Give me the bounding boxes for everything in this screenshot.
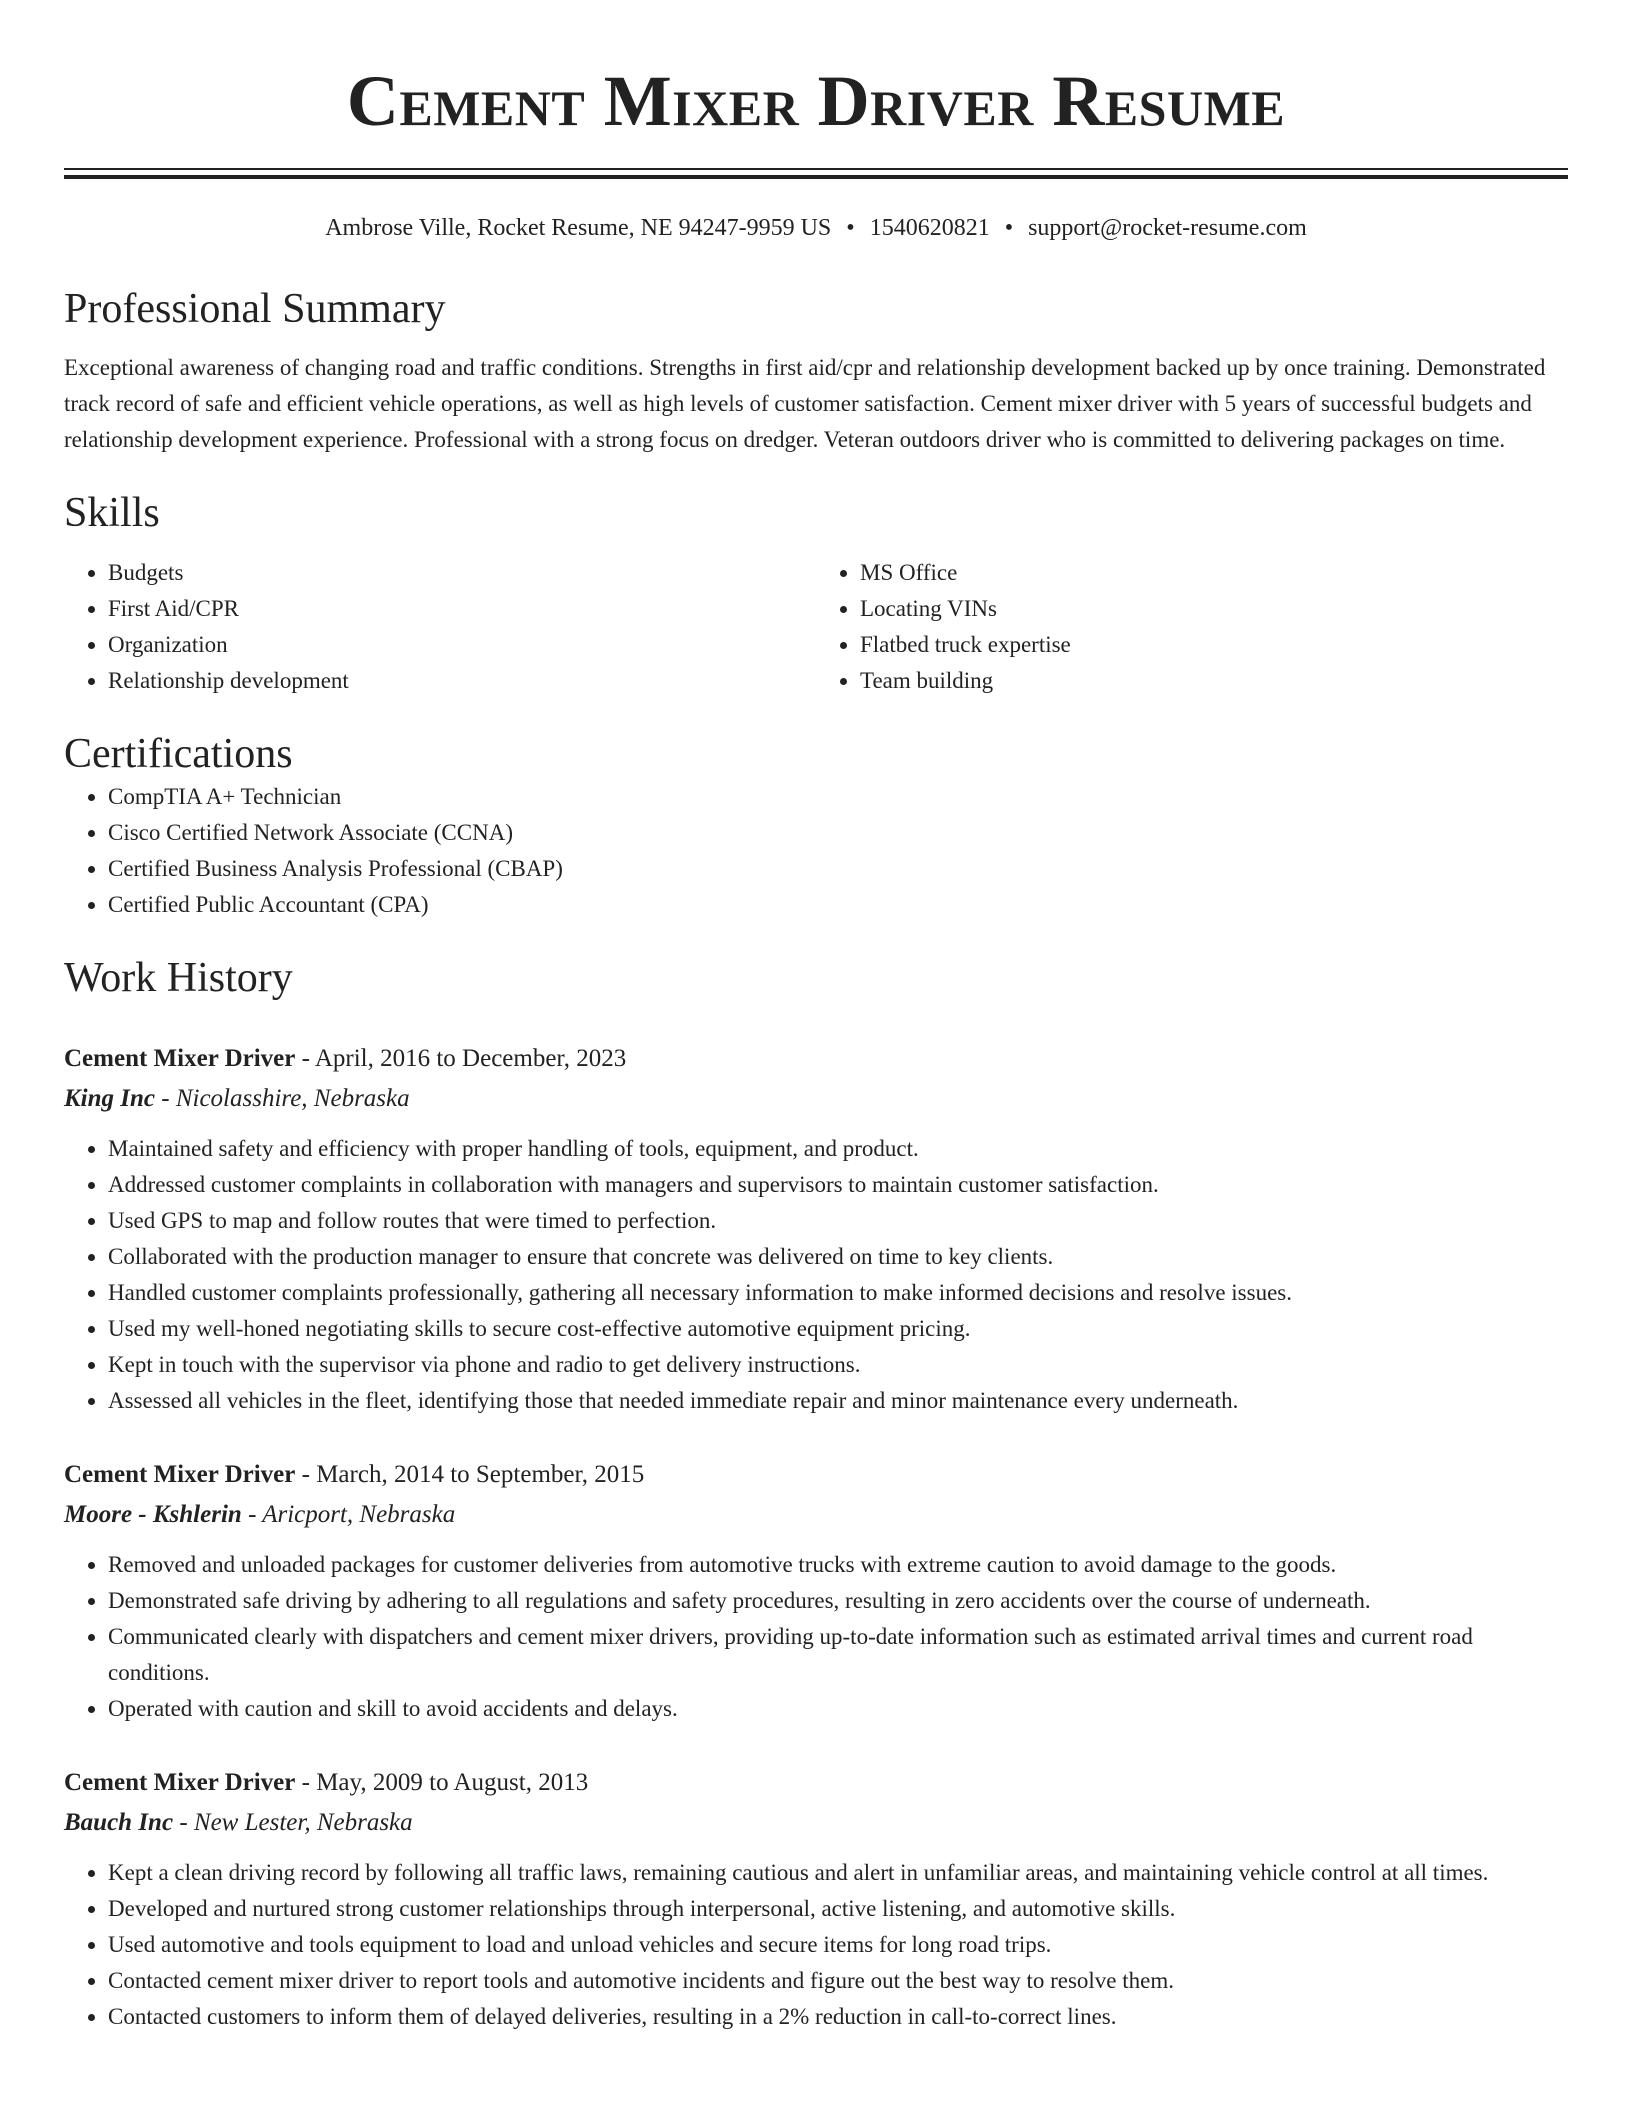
job-duty-item: • Operated with caution and skill to avoid accidents and delays. <box>108 1691 1568 1727</box>
job-location: New Lester, Nebraska <box>193 1809 413 1837</box>
certifications-list <box>64 779 1568 923</box>
job-company: Moore - Kshlerin <box>64 1501 242 1529</box>
job-company: King Inc <box>64 1085 156 1113</box>
job-company-line: Bauch Inc - New Lester, Nebraska <box>64 1809 413 1837</box>
job-duties-list <box>64 1855 1568 2035</box>
resume-title: Cement Mixer Driver Resume <box>346 61 1286 141</box>
job-duty-item: • Kept a clean driving record by following all traffic laws, remaining cautious and alert in unfamiliar areas, and maintaining vehicle control at all times. <box>108 1855 1568 1891</box>
job-dates: April, 2016 to December, 2023 <box>314 1045 627 1073</box>
job-title: Cement Mixer Driver <box>64 1769 296 1797</box>
job-duties-list <box>64 1131 1568 1419</box>
job-title-line: Cement Mixer Driver - March, 2014 to September, 2015 <box>64 1461 645 1489</box>
section-heading-certifications: Certifications <box>64 731 293 778</box>
skill-item: • Organization <box>108 627 816 663</box>
skill-item: • MS Office <box>860 555 1568 591</box>
job-duty-item: • Used my well-honed negotiating skills to secure cost-effective automotive equipment pricing. <box>108 1311 1568 1347</box>
certification-item: • CompTIA A+ Technician <box>108 779 1568 815</box>
certification-item: • Certified Business Analysis Professional (CBAP) <box>108 851 1568 887</box>
job-duty-item: • Contacted cement mixer driver to report tools and automotive incidents and figure out the best way to resolve them. <box>108 1963 1568 1999</box>
job-title-line: Cement Mixer Driver - April, 2016 to December, 2023 <box>64 1045 627 1073</box>
job-location: Nicolasshire, Nebraska <box>175 1085 410 1113</box>
job-duty-item: • Used automotive and tools equipment to load and unload vehicles and secure items for long road trips. <box>108 1927 1568 1963</box>
job-entry <box>64 1039 1568 1419</box>
job-company-line: Moore - Kshlerin - Aricport, Nebraska <box>64 1501 456 1529</box>
skill-item: • First Aid/CPR <box>108 591 816 627</box>
contact-line <box>64 213 1568 243</box>
job-entry <box>64 1455 1568 1727</box>
contact-separator: • <box>846 215 855 241</box>
skill-item: • Team building <box>860 663 1568 699</box>
job-duty-item: • Demonstrated safe driving by adhering to all regulations and safety procedures, resulting in zero accidents over the course of underneath. <box>108 1583 1568 1619</box>
skill-item: • Flatbed truck expertise <box>860 627 1568 663</box>
job-duty-item: • Assessed all vehicles in the fleet, identifying those that needed immediate repair and minor maintenance every underneath. <box>108 1383 1568 1419</box>
job-duties-list <box>64 1547 1568 1727</box>
job-duty-item: • Maintained safety and efficiency with proper handling of tools, equipment, and product. <box>108 1131 1568 1167</box>
skill-item: • Locating VINs <box>860 591 1568 627</box>
section-heading-summary: Professional Summary <box>64 286 446 332</box>
certification-item: • Certified Public Accountant (CPA) <box>108 887 1568 923</box>
job-duty-item: • Contacted customers to inform them of delayed deliveries, resulting in a 2% reduction in call-to-correct lines. <box>108 1999 1568 2035</box>
job-company-line: King Inc - Nicolasshire, Nebraska <box>64 1085 410 1113</box>
contact-phone: 1540620821 <box>869 215 990 241</box>
skills-list-left <box>64 555 816 699</box>
skills-columns <box>64 555 1568 699</box>
job-company: Bauch Inc <box>64 1809 174 1837</box>
job-duty-item: • Kept in touch with the supervisor via phone and radio to get delivery instructions. <box>108 1347 1568 1383</box>
job-duty-item: • Used GPS to map and follow routes that were timed to perfection. <box>108 1203 1568 1239</box>
certification-item: • Cisco Certified Network Associate (CCNA) <box>108 815 1568 851</box>
job-duty-item: • Communicated clearly with dispatchers and cement mixer drivers, providing up-to-date information such as estimated arrival times and current road conditions. <box>108 1619 1568 1691</box>
section-heading-skills: Skills <box>64 490 160 537</box>
skill-item: • Relationship development <box>108 663 816 699</box>
job-title: Cement Mixer Driver <box>64 1045 296 1073</box>
job-duty-item: • Addressed customer complaints in collaboration with managers and supervisors to maintain customer satisfaction. <box>108 1167 1568 1203</box>
title-divider-thick <box>64 175 1568 179</box>
contact-email[interactable]: support@rocket-resume.com <box>1028 215 1307 241</box>
job-title: Cement Mixer Driver <box>64 1461 296 1489</box>
job-title-line: Cement Mixer Driver - May, 2009 to August, 2013 <box>64 1769 589 1797</box>
section-heading-work-history: Work History <box>64 955 293 1002</box>
job-duty-item: • Developed and nurtured strong customer relationships through interpersonal, active listening, and automotive skills. <box>108 1891 1568 1927</box>
contact-separator: • <box>1004 215 1014 241</box>
job-duty-item: • Removed and unloaded packages for customer deliveries from automotive trucks with extreme caution to avoid damage to the goods. <box>108 1547 1568 1583</box>
job-duty-item: • Handled customer complaints professionally, gathering all necessary information to make informed decisions and resolve issues. <box>108 1275 1568 1311</box>
job-dates: March, 2014 to September, 2015 <box>316 1461 645 1489</box>
summary-text: Exceptional awareness of changing road and traffic conditions. Strengths in first aid/cpr and relationship development backed up by once training. Demonstrated track record of safe and efficient vehicle operations, as well as high levels of customer satisfaction. Cement mixer driver with 5 years of successful budgets and relationship development experience. Professional with a strong focus on dredger. Veteran outdoors driver who is committed to delivering packages on time. <box>64 355 1546 452</box>
job-dates: May, 2009 to August, 2013 <box>316 1769 589 1797</box>
job-duty-item: • Collaborated with the production manager to ensure that concrete was delivered on time to key clients. <box>108 1239 1568 1275</box>
job-entry <box>64 1763 1568 2035</box>
contact-address: Ambrose Ville, Rocket Resume, NE 94247-9959 US <box>325 215 832 241</box>
job-location: Aricport, Nebraska <box>262 1501 456 1529</box>
title-divider-thin <box>64 168 1568 170</box>
skills-list-right <box>816 555 1568 699</box>
skill-item: • Budgets <box>108 555 816 591</box>
